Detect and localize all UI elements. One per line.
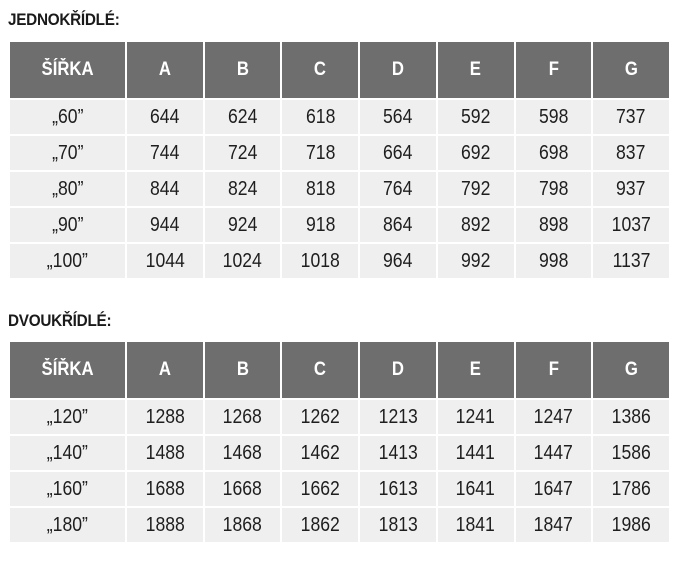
table-cell — [438, 472, 514, 506]
table-row — [10, 172, 669, 206]
cell-value: 764 — [383, 177, 413, 200]
cell-value: 592 — [460, 105, 491, 128]
double-door-title: DVOUKŘÍDLÉ: — [8, 311, 112, 330]
column-header-label: ŠÍŘKA — [41, 59, 94, 80]
cell-value: 1813 — [378, 513, 418, 536]
column-header-label: E — [470, 59, 482, 80]
column-header-a — [127, 342, 203, 398]
table-row — [10, 400, 669, 434]
row-width-label — [10, 400, 125, 434]
table-cell — [127, 172, 203, 206]
cell-value: 1662 — [300, 477, 340, 500]
cell-value: 644 — [150, 105, 180, 128]
table-cell — [438, 436, 514, 470]
table-cell — [438, 136, 514, 170]
column-header-c — [282, 42, 358, 98]
column-header-f — [516, 42, 592, 98]
table-cell — [282, 172, 358, 206]
table-row — [10, 436, 669, 470]
table-header-row — [10, 42, 669, 98]
table-cell — [360, 436, 436, 470]
table-cell — [593, 244, 669, 278]
table-cell — [593, 208, 669, 242]
row-width-label — [10, 472, 125, 506]
cell-value: 664 — [383, 141, 413, 164]
column-header-f — [516, 342, 592, 398]
cell-value: 1247 — [533, 405, 573, 428]
cell-value: 624 — [227, 105, 258, 128]
cell-value: „90” — [51, 213, 84, 236]
column-header-label: A — [158, 359, 171, 380]
column-header-d — [360, 342, 436, 398]
cell-value: „180” — [46, 513, 89, 536]
cell-value: 1688 — [145, 477, 185, 500]
cell-value: 1862 — [300, 513, 340, 536]
column-header-g — [593, 342, 669, 398]
table-cell — [282, 244, 358, 278]
table-cell — [360, 172, 436, 206]
row-width-label — [10, 100, 125, 134]
table-cell — [360, 472, 436, 506]
column-header-width — [10, 342, 125, 398]
table-cell — [205, 508, 281, 542]
table-row — [10, 100, 669, 134]
table-cell — [438, 172, 514, 206]
table-cell — [593, 436, 669, 470]
cell-value: 1786 — [611, 477, 651, 500]
cell-value: 1288 — [145, 405, 185, 428]
table-cell — [127, 208, 203, 242]
table-cell — [438, 508, 514, 542]
cell-value: 718 — [305, 141, 335, 164]
cell-value: 737 — [616, 105, 646, 128]
cell-value: 1044 — [145, 249, 185, 272]
cell-value: 1241 — [456, 405, 496, 428]
table-cell — [516, 472, 592, 506]
table-cell — [516, 244, 592, 278]
table-cell — [360, 508, 436, 542]
table-cell — [438, 400, 514, 434]
cell-value: 1268 — [222, 405, 263, 428]
column-header-label: G — [624, 59, 638, 80]
row-width-label — [10, 508, 125, 542]
table-cell — [360, 100, 436, 134]
cell-value: 1847 — [533, 513, 573, 536]
cell-value: 1018 — [300, 249, 340, 272]
column-header-width — [10, 42, 125, 98]
table-cell — [282, 436, 358, 470]
cell-value: 1024 — [222, 249, 263, 272]
table-cell — [205, 172, 281, 206]
cell-value: 1137 — [612, 249, 651, 272]
column-header-label: F — [548, 359, 559, 380]
table-row — [10, 472, 669, 506]
cell-value: 1386 — [611, 405, 651, 428]
cell-value: 798 — [538, 177, 569, 200]
cell-value: 824 — [227, 177, 258, 200]
cell-value: 724 — [227, 141, 258, 164]
column-header-label: ŠÍŘKA — [41, 359, 94, 380]
column-header-e — [438, 42, 514, 98]
column-header-label: D — [391, 59, 405, 80]
cell-value: 698 — [538, 141, 569, 164]
table-cell — [282, 136, 358, 170]
column-header-d — [360, 42, 436, 98]
single-door-title: JEDNOKŘÍDLÉ: — [8, 10, 120, 29]
table-cell — [516, 508, 592, 542]
table-cell — [360, 208, 436, 242]
table-cell — [516, 400, 592, 434]
table-cell — [127, 136, 203, 170]
cell-value: 618 — [305, 105, 335, 128]
cell-value: „160” — [46, 477, 89, 500]
table-row — [10, 508, 669, 542]
cell-value: 1986 — [611, 513, 651, 536]
cell-value: 937 — [616, 177, 646, 200]
single-door-dimensions-table — [8, 40, 671, 280]
table-cell — [516, 436, 592, 470]
row-width-label — [10, 172, 125, 206]
table-cell — [438, 100, 514, 134]
column-header-label: C — [314, 59, 327, 80]
cell-value: 864 — [383, 213, 413, 236]
column-header-label: B — [236, 359, 249, 380]
column-header-label: F — [548, 59, 559, 80]
cell-value: 692 — [460, 141, 491, 164]
table-cell — [516, 100, 592, 134]
cell-value: 1213 — [378, 405, 418, 428]
table-cell — [438, 244, 514, 278]
cell-value: 1647 — [533, 477, 573, 500]
table-cell — [593, 508, 669, 542]
table-cell — [593, 136, 669, 170]
table-header-row — [10, 342, 669, 398]
row-width-label — [10, 244, 125, 278]
cell-value: 564 — [383, 105, 413, 128]
double-door-dimensions-table — [8, 340, 671, 544]
row-width-label — [10, 208, 125, 242]
cell-value: 1413 — [378, 441, 418, 464]
table-row — [10, 244, 669, 278]
table-cell — [127, 436, 203, 470]
table-cell — [593, 100, 669, 134]
column-header-a — [127, 42, 203, 98]
table-cell — [360, 136, 436, 170]
cell-value: 1262 — [300, 405, 340, 428]
column-header-label: B — [236, 59, 249, 80]
cell-value: „100” — [46, 249, 89, 272]
cell-value: 918 — [305, 213, 335, 236]
cell-value: 998 — [538, 249, 569, 272]
cell-value: 744 — [150, 141, 180, 164]
table-cell — [127, 472, 203, 506]
cell-value: 1488 — [145, 441, 185, 464]
table-cell — [205, 400, 281, 434]
column-header-label: G — [624, 359, 638, 380]
column-header-label: E — [470, 359, 482, 380]
table-cell — [360, 244, 436, 278]
column-header-label: D — [391, 359, 405, 380]
table-cell — [593, 472, 669, 506]
column-header-e — [438, 342, 514, 398]
cell-value: 1668 — [222, 477, 263, 500]
table-cell — [205, 208, 281, 242]
table-cell — [205, 136, 281, 170]
table-cell — [360, 400, 436, 434]
column-header-label: C — [314, 359, 327, 380]
cell-value: 792 — [460, 177, 491, 200]
cell-value: 1868 — [222, 513, 263, 536]
table-cell — [593, 400, 669, 434]
cell-value: 1613 — [378, 477, 418, 500]
cell-value: 1586 — [611, 441, 651, 464]
table-cell — [516, 208, 592, 242]
table-row — [10, 136, 669, 170]
table-cell — [127, 100, 203, 134]
cell-value: 924 — [227, 213, 258, 236]
cell-value: 1888 — [145, 513, 185, 536]
cell-value: „60” — [51, 105, 84, 128]
cell-value: 992 — [460, 249, 491, 272]
table-cell — [127, 244, 203, 278]
table-cell — [516, 136, 592, 170]
cell-value: 964 — [383, 249, 413, 272]
row-width-label — [10, 136, 125, 170]
cell-value: 1468 — [222, 441, 263, 464]
table-cell — [205, 100, 281, 134]
cell-value: 844 — [150, 177, 180, 200]
table-cell — [516, 172, 592, 206]
row-width-label — [10, 436, 125, 470]
column-header-c — [282, 342, 358, 398]
table-cell — [127, 508, 203, 542]
cell-value: 892 — [460, 213, 491, 236]
cell-value: 818 — [305, 177, 335, 200]
cell-value: 1841 — [456, 513, 496, 536]
table-row — [10, 208, 669, 242]
cell-value: „70” — [51, 141, 84, 164]
column-header-label: A — [158, 59, 171, 80]
cell-value: 1037 — [611, 213, 651, 236]
table-cell — [282, 472, 358, 506]
table-cell — [205, 436, 281, 470]
cell-value: „120” — [46, 405, 89, 428]
cell-value: 1462 — [300, 441, 340, 464]
table-cell — [282, 208, 358, 242]
table-cell — [282, 508, 358, 542]
cell-value: 598 — [538, 105, 569, 128]
table-cell — [282, 400, 358, 434]
table-cell — [205, 244, 281, 278]
cell-value: 1447 — [533, 441, 573, 464]
table-cell — [205, 472, 281, 506]
column-header-b — [205, 342, 281, 398]
column-header-g — [593, 42, 669, 98]
table-cell — [127, 400, 203, 434]
cell-value: „140” — [46, 441, 89, 464]
cell-value: 898 — [538, 213, 569, 236]
cell-value: 837 — [616, 141, 646, 164]
column-header-b — [205, 42, 281, 98]
cell-value: 1441 — [456, 441, 496, 464]
cell-value: „80” — [51, 177, 84, 200]
table-cell — [593, 172, 669, 206]
table-cell — [282, 100, 358, 134]
cell-value: 1641 — [456, 477, 496, 500]
table-cell — [438, 208, 514, 242]
cell-value: 944 — [150, 213, 180, 236]
